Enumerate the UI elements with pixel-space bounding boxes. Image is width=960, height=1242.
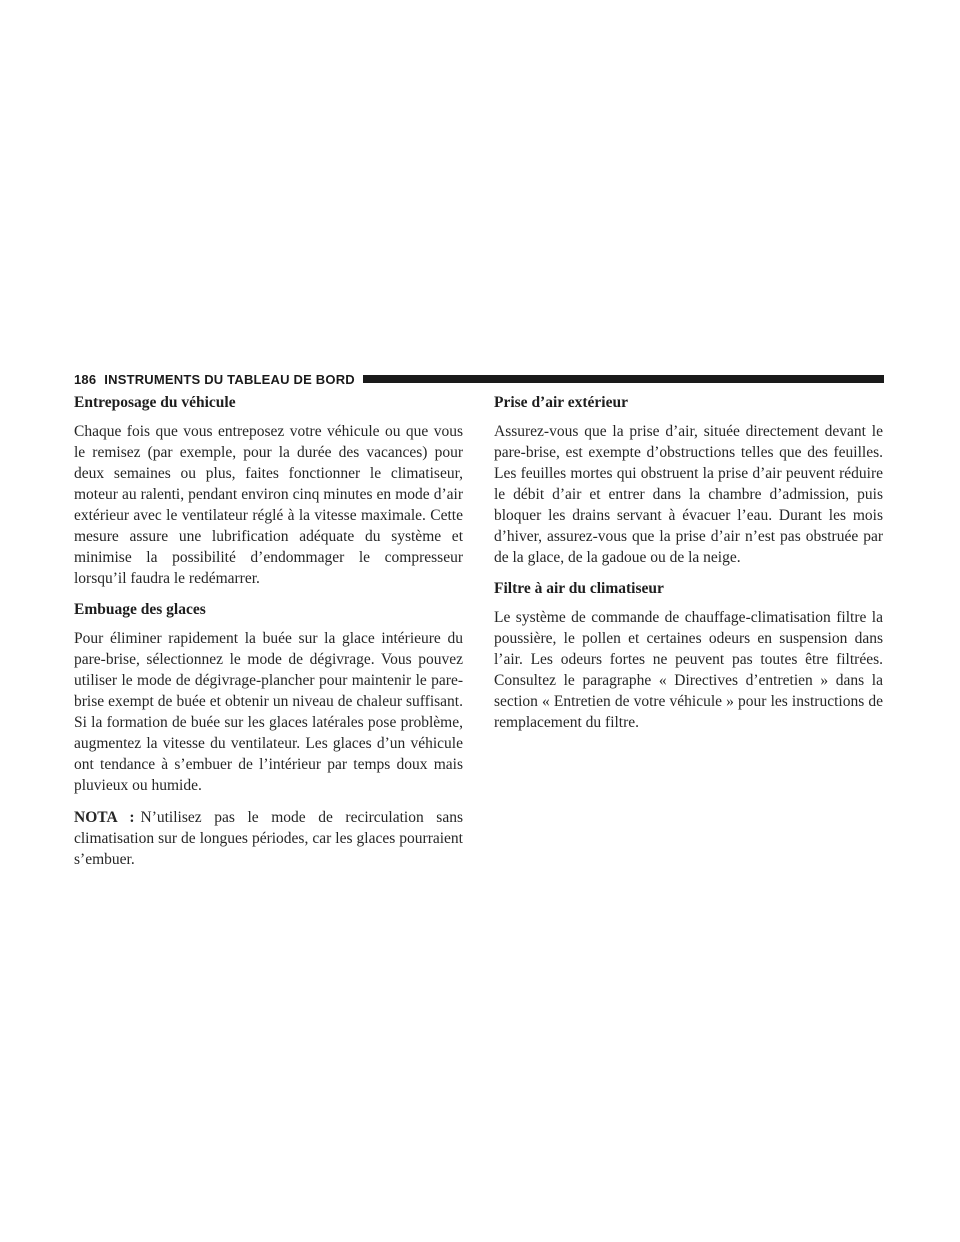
fogging-body: Pour éliminer rapidement la buée sur la glace intérieure du pare-brise, sélectionnez le mode de dégivrage. Vous pouvez utiliser le mode de dégivrage-plancher pour maintenir le pare-brise exempt de buée et obtenir un niveau de chaleur suffisant. Si la formation de buée sur les glaces latérales pose problème, augmentez la vitesse du ventilateur. Les glaces d’un véhicule ont tendance à s’embuer de l’intérieur par temps doux mais pluvieux ou humide. <box>74 630 463 794</box>
right-column <box>494 393 883 744</box>
note-paragraph <box>74 807 463 870</box>
fogging-heading: Embuage des glaces <box>74 601 206 618</box>
left-column <box>74 393 463 881</box>
air-intake-section <box>494 393 883 568</box>
section-title: INSTRUMENTS DU TABLEAU DE BORD <box>104 371 355 387</box>
filter-section <box>494 579 883 733</box>
filter-body: Le système de commande de chauffage-climatisation filtre la poussière, le pollen et certaines odeurs en suspension dans l’air. Les odeurs fortes ne peuvent pas toutes être filtrées. Consultez le paragraphe « Directives d’entretien » dans la section « Entretien de votre véhicule » pour les instructions de remplacement du filtre. <box>494 609 883 731</box>
page-number: 186 <box>74 371 97 387</box>
filter-heading: Filtre à air du climatiseur <box>494 580 664 597</box>
air-intake-heading: Prise d’air extérieur <box>494 394 628 411</box>
page-header <box>74 370 884 388</box>
note-text: N’utilisez pas le mode de recirculation sans climatisation sur de longues périodes, car les glaces pourraient s’embuer. <box>74 809 463 868</box>
storage-section <box>74 393 463 589</box>
storage-heading: Entreposage du véhicule <box>74 394 236 411</box>
note-label: NOTA : <box>74 809 135 826</box>
fogging-section <box>74 600 463 796</box>
storage-body: Chaque fois que vous entreposez votre véhicule ou que vous le remisez (par exemple, pour la durée des vacances) pour deux semaines ou plus, faites fonctionner le climatiseur, moteur au ralenti, pendant environ cinq minutes en mode d’air extérieur avec le ventilateur réglé à la vitesse maximale. Cette mesure assure une lubrification adéquate du système et minimise la possibilité d’endommager le compresseur lorsqu’il faudra le redémarrer. <box>74 423 463 587</box>
header-rule <box>363 375 884 383</box>
air-intake-body: Assurez-vous que la prise d’air, située directement devant le pare-brise, est exempte d’obstructions telles que des feuilles. Les feuilles mortes qui obstruent la prise d’air peuvent réduire le débit d’air et entrer dans la chambre d’admission, puis bloquer les drains servant à évacuer l’eau. Durant les mois d’hiver, assurez-vous que la prise d’air n’est pas obstruée par de la glace, de la gadoue ou de la neige. <box>494 423 883 566</box>
